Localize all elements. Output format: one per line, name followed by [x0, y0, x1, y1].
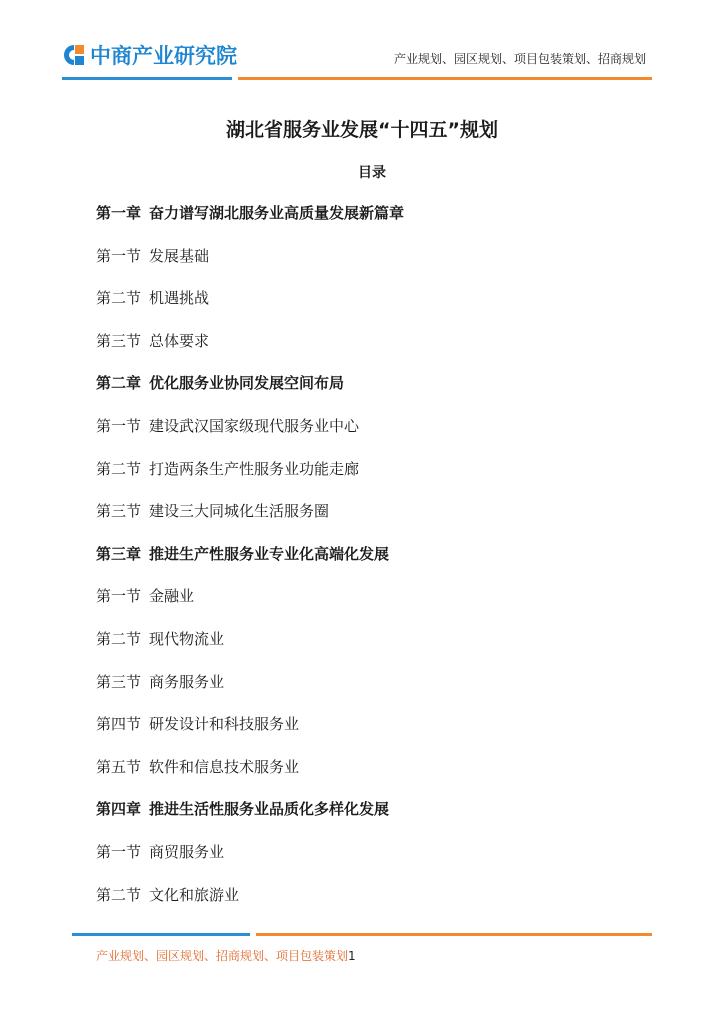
toc-entry-title: 推进生产性服务业专业化高端化发展 [149, 544, 390, 563]
toc-entry-number: 第三节 [96, 331, 142, 350]
toc-entry-number: 第一节 [96, 246, 142, 265]
toc-entry-title: 金融业 [149, 587, 195, 606]
toc-section[interactable] [96, 277, 656, 320]
toc-chapter[interactable] [96, 533, 656, 576]
toc-section[interactable] [96, 746, 656, 789]
footer-rule-orange [256, 933, 652, 936]
toc-section[interactable] [96, 661, 656, 704]
toc-chapter[interactable] [96, 788, 656, 831]
toc-section[interactable] [96, 405, 656, 448]
toc-section[interactable] [96, 320, 656, 363]
toc-entry-number: 第一节 [96, 587, 142, 606]
document-title: 湖北省服务业发展“十四五”规划 [226, 119, 498, 141]
toc-section[interactable] [96, 448, 656, 491]
toc-entry-number: 第二节 [96, 629, 142, 648]
toc-entry-number: 第一节 [96, 842, 142, 861]
toc-entry-title: 奋力谱写湖北服务业高质量发展新篇章 [149, 204, 405, 222]
toc-entry-number: 第二章 [96, 374, 142, 393]
toc-entry-number: 第四章 [96, 800, 142, 819]
toc-section[interactable] [96, 575, 656, 618]
header-rule-blue [62, 77, 232, 80]
toc-entry-title: 打造两条生产性服务业功能走廊 [149, 459, 360, 478]
toc-entry-number: 第二节 [96, 459, 142, 478]
toc-section[interactable] [96, 618, 656, 661]
toc-chapter[interactable] [96, 192, 656, 235]
logo-mark-icon [62, 43, 86, 67]
toc-entry-title: 建设武汉国家级现代服务业中心 [149, 416, 360, 435]
toc-entry-title: 软件和信息技术服务业 [149, 757, 300, 776]
toc-entry-title: 优化服务业协同发展空间布局 [149, 374, 345, 393]
toc-entry-title: 商贸服务业 [149, 842, 225, 861]
footer [96, 947, 356, 964]
logo [62, 40, 237, 70]
toc-entry-number: 第三节 [96, 502, 142, 521]
toc-entry-title: 发展基础 [149, 246, 210, 265]
page-header [0, 0, 724, 90]
logo-text: 中商产业研究院 [90, 44, 237, 68]
toc-entry-title: 现代物流业 [149, 629, 225, 648]
toc-entry-number: 第一节 [96, 416, 142, 435]
toc-section[interactable] [96, 874, 656, 917]
footer-rule-blue [72, 933, 250, 936]
toc-entry-number: 第四节 [96, 715, 142, 734]
toc-entry-title: 文化和旅游业 [149, 885, 240, 904]
footer-text: 产业规划、园区规划、招商规划、项目包装策划 [96, 949, 349, 963]
toc-entry-number: 第二节 [96, 289, 142, 308]
header-rule-orange [238, 77, 652, 80]
toc-section[interactable] [96, 831, 656, 874]
toc-entry-title: 总体要求 [149, 331, 210, 350]
toc-section[interactable] [96, 235, 656, 278]
table-of-contents [96, 192, 656, 916]
page-number: 1 [348, 949, 356, 963]
toc-entry-number: 第三节 [96, 672, 142, 691]
toc-entry-title: 商务服务业 [149, 672, 225, 691]
toc-section[interactable] [96, 703, 656, 746]
toc-entry-title: 建设三大同城化生活服务圈 [149, 502, 330, 521]
toc-chapter[interactable] [96, 362, 656, 405]
toc-entry-title: 研发设计和科技服务业 [149, 715, 300, 734]
toc-entry-number: 第三章 [96, 544, 142, 563]
toc-entry-number: 第五节 [96, 757, 142, 776]
toc-entry-title: 机遇挑战 [149, 289, 210, 308]
header-tagline: 产业规划、园区规划、项目包装策划、招商规划 [393, 52, 646, 66]
toc-entry-number: 第二节 [96, 885, 142, 904]
toc-entry-number: 第一章 [96, 204, 142, 222]
toc-entry-title: 推进生活性服务业品质化多样化发展 [149, 800, 390, 819]
toc-section[interactable] [96, 490, 656, 533]
toc-heading: 目录 [358, 165, 386, 181]
